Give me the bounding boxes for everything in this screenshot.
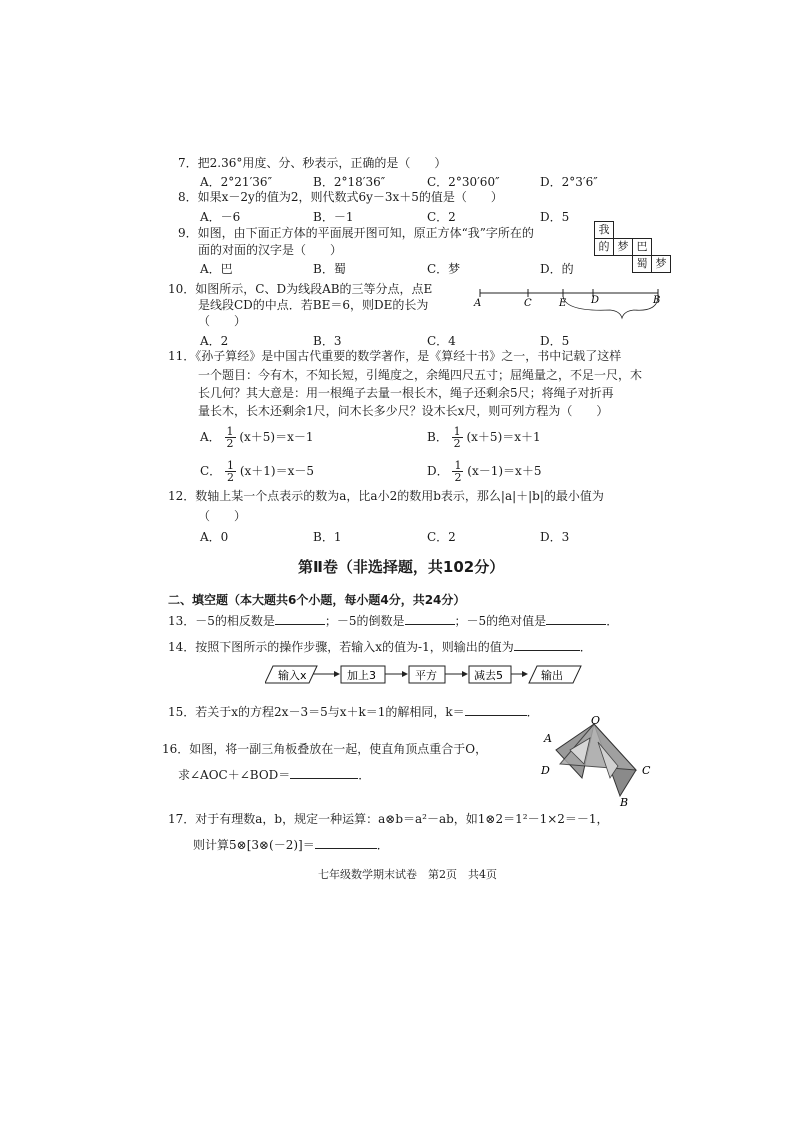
answer-blank[interactable] [546, 624, 606, 625]
label-c: C [642, 764, 651, 777]
label-b: B [620, 796, 629, 808]
q13-part-a: 13．－5的相反数是 [168, 614, 275, 628]
q11-option-b [427, 426, 541, 449]
option-expr: (x＋1)＝x－5 [239, 464, 315, 478]
q16-end: ． [358, 768, 371, 782]
q9-option-c: C．梦 [427, 262, 461, 276]
option-letter: A． [200, 430, 221, 444]
net-face-shu: 蜀 [632, 255, 652, 273]
q16-line2-text: 求∠AOC＋∠BOD＝ [178, 768, 291, 782]
q8-option-b: B．－1 [313, 210, 354, 224]
q12-option-a: A．0 [200, 530, 229, 544]
q11-line4: 量长木，长木还剩余1尺，问木长多少尺？设木长x尺，则可列方程为（ ） [198, 404, 609, 418]
option-expr: (x－1)＝x＋5 [467, 464, 542, 478]
q13-part-b: ；－5的倒数是 [324, 614, 405, 628]
q13-part-c: ；－5的绝对值是 [454, 614, 547, 628]
q8-option-c: C．2 [427, 210, 456, 224]
point-a-label: A [474, 298, 482, 309]
label-o: O [591, 714, 601, 727]
answer-blank[interactable] [465, 715, 527, 716]
q12-option-d: D．3 [540, 530, 570, 544]
label-d: D [541, 764, 550, 777]
fraction-half: $\frac{1}{2}$ [226, 425, 234, 450]
point-e-label: E [559, 298, 567, 309]
option-expr: (x＋5)＝x＋1 [466, 430, 541, 444]
answer-blank[interactable] [514, 650, 580, 651]
fraction-half: $\frac{1}{2}$ [227, 459, 235, 484]
q8-option-d: D．5 [540, 210, 570, 224]
point-c-label: C [524, 298, 532, 309]
q10-option-b: B．3 [313, 334, 342, 348]
q10-line2: 是线段CD的中点．若BE＝6，则DE的长为 [198, 298, 429, 312]
q10-option-c: C．4 [427, 334, 456, 348]
q11-option-a [200, 426, 314, 449]
q17-end: ． [376, 838, 389, 852]
q11-option-d [427, 460, 541, 483]
segment-figure [470, 278, 670, 328]
flow-minus5-label: 减去5 [474, 669, 503, 682]
option-letter: C． [200, 464, 222, 478]
q12-line2: （ ） [198, 509, 247, 523]
operation-flowchart [265, 661, 585, 689]
flow-output-label: 输出 [541, 669, 563, 682]
q7-option-b: B．2°18′36″ [313, 175, 386, 189]
fraction-half: $\frac{1}{2}$ [453, 425, 461, 450]
flow-add3-label: 加上3 [347, 669, 376, 682]
q14-end: ． [579, 640, 592, 654]
q12-option-c: C．2 [427, 530, 456, 544]
q11-line2: 一个题目：今有木，不知长短，引绳度之，余绳四尺五寸；屈绳量之，不足一尺，木 [198, 368, 643, 382]
q14 [168, 640, 592, 655]
net-face-ba: 巴 [632, 238, 652, 256]
q17-line2 [193, 838, 389, 853]
answer-blank[interactable] [315, 848, 377, 849]
q11-line3: 长几何？其大意是：用一根绳子去量一根长木，绳子还剩余5尺；将绳子对折再 [198, 386, 614, 400]
q7-option-d: D．2°3′6″ [540, 175, 598, 189]
option-letter: D． [427, 464, 449, 478]
q11-option-c [200, 460, 314, 483]
q8-stem: 8．如果x－2y的值为2，则代数式6y－3x＋5的值是（ ） [178, 190, 503, 204]
answer-blank[interactable] [290, 778, 358, 779]
q13-end: ． [606, 614, 619, 628]
net-face-meng2: 梦 [651, 255, 671, 273]
q11-line1: 11．《孙子算经》是中国古代重要的数学著作，是《算经十书》之一，书中记载了这样 [168, 349, 622, 363]
flow-input-label: 输入x [278, 669, 307, 682]
q15-end: ． [526, 705, 539, 719]
q10-line1: 10．如图所示，C、D为线段AB的三等分点，点E [168, 282, 433, 296]
q14-stem: 14．按照下图所示的操作步骤，若输入x的值为-1，则输出的值为 [168, 640, 514, 654]
answer-blank[interactable] [275, 624, 325, 625]
q9-option-d: D．的 [540, 262, 574, 276]
point-d-label: D [591, 295, 600, 306]
fraction-half: $\frac{1}{2}$ [454, 459, 462, 484]
q17-line2-text: 则计算5⊗[3⊗(－2)]＝ [193, 838, 315, 852]
q9-line1: 9．如图，由下面正方体的平面展开图可知，原正方体“我”字所在的 [178, 226, 534, 240]
q16-line2 [178, 768, 370, 783]
q17-line1: 17．对于有理数a，b，规定一种运算：a⊗b＝a²－ab，如1⊗2＝1²－1×2＝－1， [168, 812, 609, 826]
page-footer: 七年级数学期末试卷 第2页 共4页 [318, 868, 497, 881]
q7-stem: 7．把2.36°用度、分、秒表示，正确的是（ ） [178, 156, 447, 170]
q8-option-a: A．－6 [200, 210, 241, 224]
flow-square-label: 平方 [415, 669, 437, 682]
q7-option-c: C．2°30′60″ [427, 175, 500, 189]
q15 [168, 705, 539, 720]
q15-stem: 15．若关于x的方程2x－3＝5与x＋k＝1的解相同，k＝ [168, 705, 465, 719]
net-face-meng1: 梦 [613, 238, 633, 256]
label-a: A [544, 732, 552, 745]
part2-title: 第Ⅱ卷（非选择题，共102分） [298, 558, 505, 576]
point-b-label: B [653, 295, 661, 306]
q16-line1: 16．如图，将一副三角板叠放在一起，使直角顶点重合于O， [162, 742, 488, 756]
q10-line3: （ ） [198, 314, 247, 328]
q10-option-d: D．5 [540, 334, 570, 348]
q9-line2: 面的对面的汉字是（ ） [198, 243, 343, 257]
option-expr: (x＋5)＝x－1 [239, 430, 314, 444]
q9-option-a: A．巴 [200, 262, 233, 276]
q10-option-a: A．2 [200, 334, 229, 348]
q12-option-b: B．1 [313, 530, 342, 544]
q9-option-b: B．蜀 [313, 262, 346, 276]
net-face-de: 的 [594, 238, 614, 256]
option-letter: B． [427, 430, 448, 444]
q13 [168, 614, 618, 629]
section2-title: 二、填空题（本大题共6个小题，每小题4分，共24分） [168, 593, 466, 607]
q12-line1: 12．数轴上某一个点表示的数为a，比a小2的数用b表示，那么|a|＋|b|的最小值为 [168, 489, 604, 503]
net-face-wo: 我 [594, 221, 614, 239]
triangle-rulers-figure [540, 712, 660, 808]
answer-blank[interactable] [405, 624, 455, 625]
q7-option-a: A．2°21′36″ [200, 175, 273, 189]
